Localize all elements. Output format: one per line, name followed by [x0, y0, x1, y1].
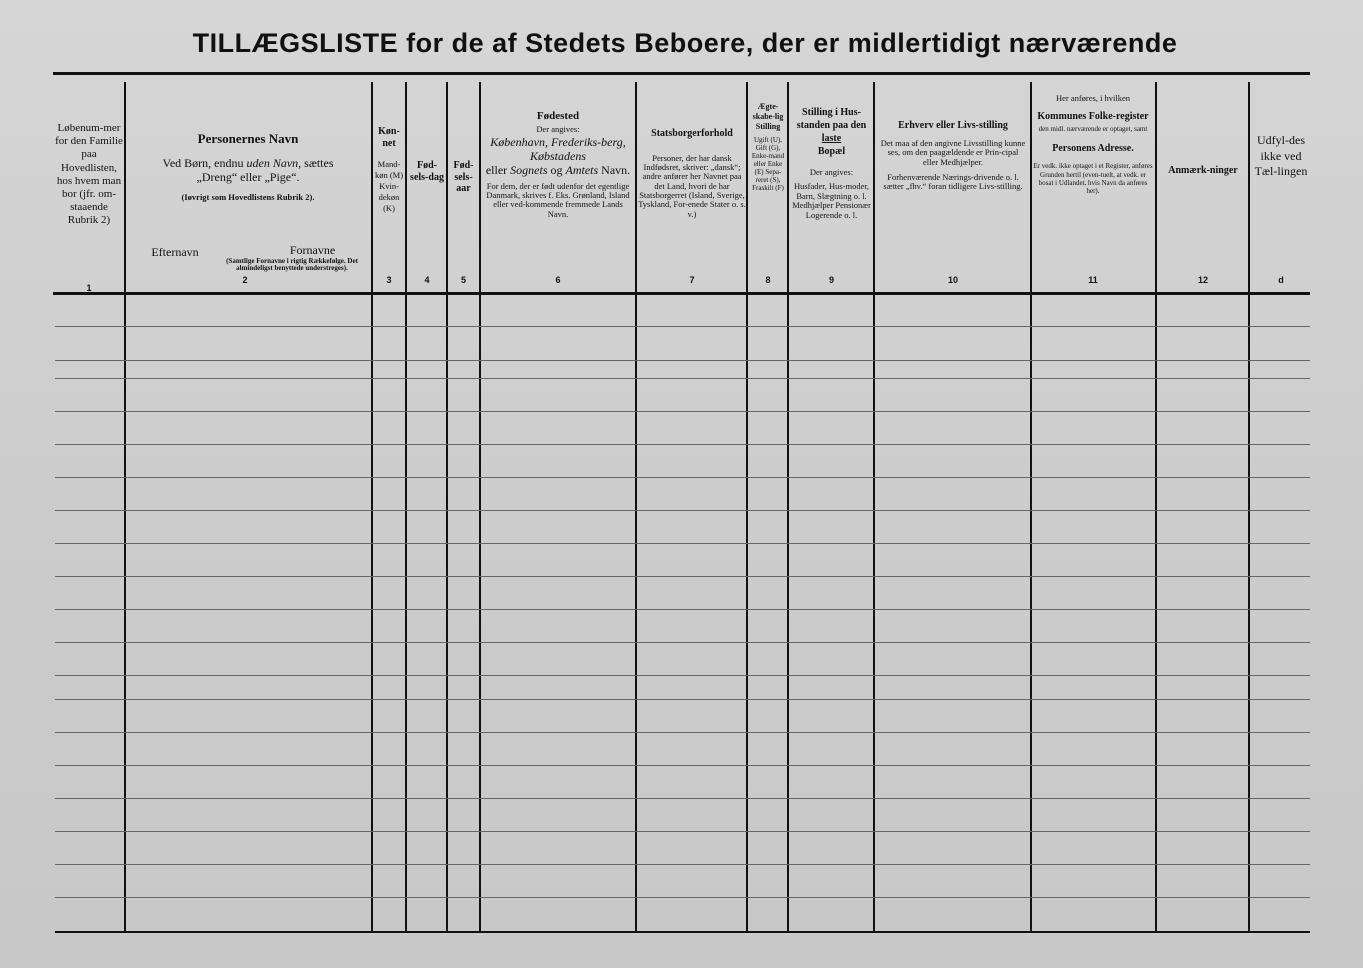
col2-note: (Iøvrigt som Hovedlistens Rubrik 2). — [181, 191, 315, 202]
row-line — [55, 699, 1310, 700]
col2-line2: „Dreng“ eller „Pige“. — [196, 169, 300, 184]
col2-number: 2 — [242, 275, 248, 285]
col6-header — [483, 110, 633, 219]
col6-sognets: Sognets — [510, 163, 548, 177]
col2-efternavn: Efternavn — [151, 246, 199, 259]
col9-heading1: Stilling i Hus-standen paa den — [796, 107, 867, 131]
row-line — [55, 360, 1310, 361]
col6-heading: Fødested — [536, 110, 580, 122]
col6-navn: Navn. — [601, 163, 631, 177]
col12-number: 12 — [1197, 275, 1208, 285]
col9-body: Husfader, Hus-moder, Barn, Slægtning o. l. Medhjælper Pensionær Logerende o. l. — [792, 180, 871, 221]
bottom-rule — [55, 931, 1310, 933]
col-sep-3 — [405, 82, 407, 932]
page-title: TILLÆGSLISTE for de af Stedets Beboere, der er midlertidigt nærværende — [192, 28, 1178, 58]
col6-sub: Der angives: — [536, 123, 580, 134]
col-sep-10 — [1030, 82, 1032, 932]
col2-line1-italic: uden Navn, — [246, 155, 302, 170]
col4-number: 4 — [424, 275, 430, 285]
col-sep-5 — [479, 82, 481, 932]
col6-italic-block: København, Frederiks-berg, Købstadens — [490, 135, 626, 164]
row-line — [55, 378, 1310, 379]
col10-body1: Det maa af den angivne Livsstilling kunne ses, om den paagældende er Prin-cipal eller Medhjælper. — [880, 138, 1026, 167]
col3-number: 3 — [386, 275, 392, 285]
col9-sub: Der angives: — [809, 167, 854, 177]
col2-header — [128, 132, 368, 202]
col11-pre: Her anføres, i hvilken — [1055, 94, 1131, 103]
col2-fornavne-note: (Samtlige Fornavne i rigtig Rækkefølge. Det almindeligst benyttede understreges). — [226, 258, 358, 272]
col11-mid: den midl. nærværende er optaget, samt — [1038, 124, 1148, 133]
col10-body2: Forhenværende Nærings-drivende o. l. sætter „fhv.“ foran tidligere Livs-stilling. — [883, 172, 1023, 192]
row-line — [55, 831, 1310, 832]
col10-heading: Erhverv eller Livs-stilling — [898, 120, 1008, 131]
col7-body: Personer, der har dansk Indfødsret, skriver: „dansk“; andre anfører her Navnet paa det Land, hvori de har Statsborgerret (Island, Sverige, Tyskland, For-enede Stater o. s. v.) — [638, 152, 746, 219]
row-line — [55, 510, 1310, 511]
col-sep-11 — [1155, 82, 1157, 932]
col6-eller: eller — [485, 163, 508, 177]
col7-heading: Statsborgerforhold — [651, 128, 733, 139]
col11-heading2: Personens Adresse. — [1052, 142, 1134, 154]
col-sep-12 — [1248, 82, 1250, 932]
row-line — [55, 864, 1310, 865]
col11-header — [1033, 94, 1153, 196]
col-sep-1 — [124, 82, 126, 932]
col2-heading: Personernes Navn — [197, 132, 299, 146]
col3-body: Mand-køn (M) Kvin-dekøn (K) — [374, 159, 404, 214]
col1-number: 1 — [86, 283, 92, 293]
col2-line1: Ved Børn, endnu — [162, 155, 244, 170]
col-sep-7 — [746, 82, 748, 932]
row-line — [55, 675, 1310, 676]
col2-line1-end: sættes — [304, 155, 334, 170]
col7-number: 7 — [689, 275, 695, 285]
row-line — [55, 642, 1310, 643]
row-line — [55, 411, 1310, 412]
col10-header — [880, 118, 1026, 192]
col5-header: Fød-sels-aar — [453, 160, 474, 194]
col6-para2: For dem, der er født udenfor det egentlige Danmark, skrives f. Eks. Grønland, Island eller ved-kommende fremmede Lands Navn. — [486, 180, 630, 219]
row-line — [55, 609, 1310, 610]
col9-header — [790, 106, 873, 221]
col13-number: d — [1278, 275, 1284, 285]
col7-header — [638, 128, 746, 219]
col8-heading: Ægte-skabe-lig Stilling — [752, 102, 784, 131]
col-sep-4 — [446, 82, 448, 932]
col6-amtets: Amtets — [565, 163, 599, 177]
col11-number: 11 — [1088, 275, 1098, 285]
col11-body: Er vedk. ikke optaget i et Register, anføres Grunden hertil (even-tuelt, at vedk. er bosat i Udlandet, hvis Navn da anføres her). — [1033, 162, 1153, 196]
col1-header: Løbenum-mer for den Familie paa Hovedlisten, hos hvem man bor (jfr. om-staaende Rubrik 2) — [55, 122, 123, 227]
header-bottom-rule — [53, 292, 1310, 295]
row-line — [55, 326, 1310, 327]
col9-heading2: Bopæl — [817, 146, 846, 157]
row-line — [55, 477, 1310, 478]
col8-body: Ugift (U), Gift (G), Enke-mand eller Enke (E) Sepa-reret (S), Fraskilt (F) — [751, 136, 785, 193]
col5-number: 5 — [460, 275, 466, 285]
col13-header: Udfyl-des ikke ved Tæl-lingen — [1254, 133, 1308, 179]
col12-header: Anmærk-ninger — [1168, 165, 1238, 176]
row-line — [55, 798, 1310, 799]
col9-number: 9 — [828, 275, 834, 285]
col3-heading: Køn-net — [378, 126, 400, 149]
col10-number: 10 — [947, 275, 958, 285]
row-line — [55, 897, 1310, 898]
col-sep-9 — [873, 82, 875, 932]
col4-header: Fød-sels-dag — [410, 160, 444, 183]
row-line — [55, 732, 1310, 733]
top-rule — [53, 72, 1310, 75]
col6-number: 6 — [555, 275, 561, 285]
col8-number: 8 — [765, 275, 771, 285]
col9-heading-ul: laste — [821, 133, 842, 144]
row-line — [55, 765, 1310, 766]
col-sep-8 — [787, 82, 789, 932]
col3-header — [373, 126, 405, 214]
col8-header — [749, 102, 787, 192]
row-line — [55, 576, 1310, 577]
col11-heading1: Kommunes Folke-register — [1037, 110, 1149, 122]
col2-fornavne: Fornavne — [289, 244, 336, 257]
row-line — [55, 444, 1310, 445]
row-line — [55, 543, 1310, 544]
col6-og: og — [550, 163, 563, 177]
col-sep-6 — [635, 82, 637, 932]
